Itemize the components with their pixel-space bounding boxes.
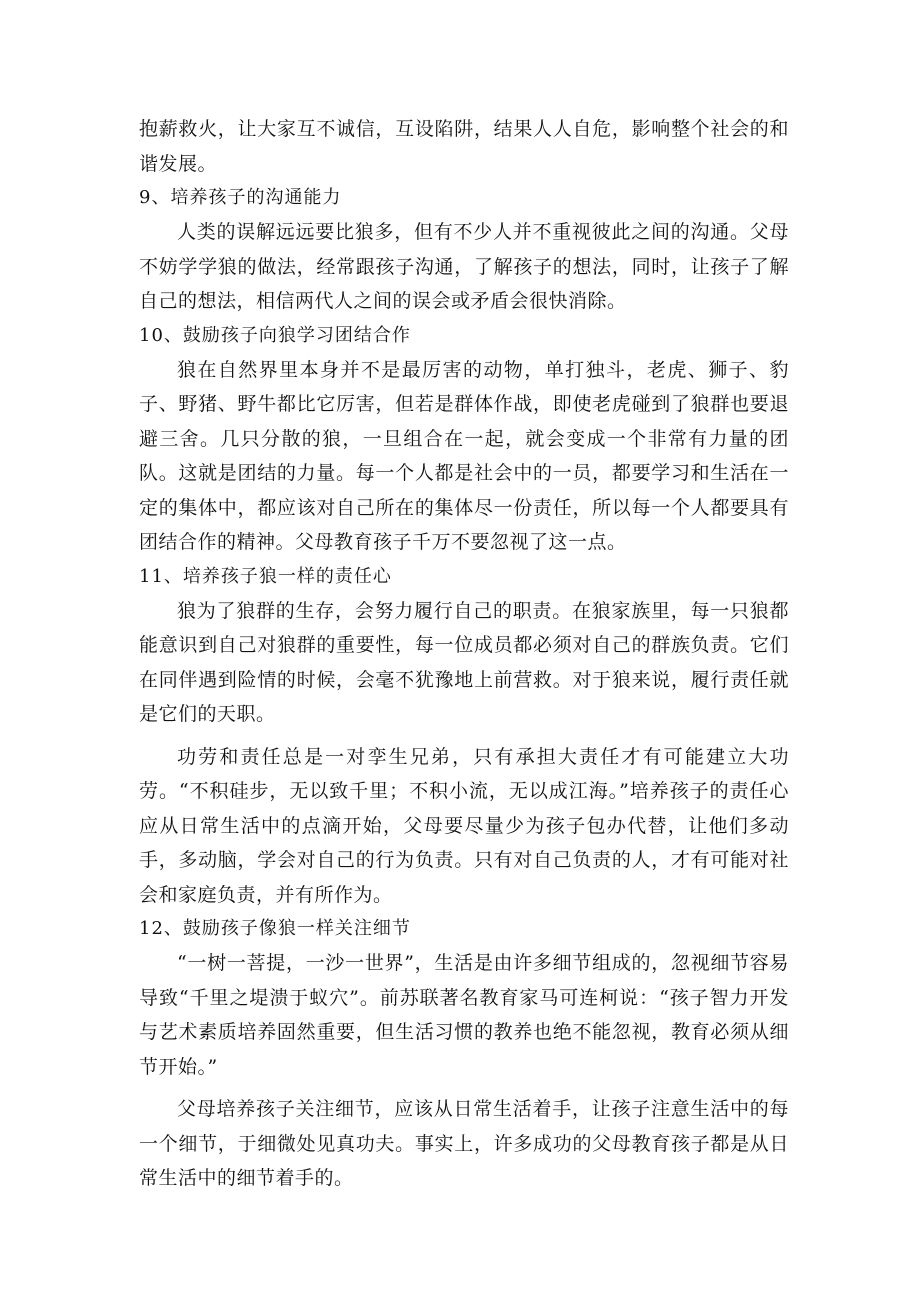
paragraph-responsibility-2: 功劳和责任总是一对孪生兄弟，只有承担大责任才有可能建立大功劳。“不积硅步，无以致千里；不积小流，无以成江海。”培养孩子的责任心应从日常生活中的点滴开始，父母要尽量少为孩子包办代替，让他们多动手，多动脑，学会对自己的行为负责。只有对自己负责的人，才有可能对社会和家庭负责，并有所作为。 bbox=[139, 745, 789, 906]
paragraph-details-2: 父母培养孩子关注细节，应该从日常生活着手，让孩子注意生活中的每一个细节，于细微处见真功夫。事实上，许多成功的父母教育孩子都是从日常生活中的细节着手的。 bbox=[139, 1098, 789, 1189]
paragraph-communication: 人类的误解远远要比狼多，但有不少人并不重视彼此之间的沟通。父母不妨学学狼的做法，经常跟孩子沟通，了解孩子的想法，同时，让孩子了解自己的想法，相信两代人之间的误会或矛盾会很快消除。 bbox=[139, 221, 789, 312]
paragraph-gap bbox=[139, 732, 789, 740]
section-heading-10: 10、鼓励孩子向狼学习团结合作 bbox=[139, 324, 411, 346]
section-heading-11: 11、培养孩子狼一样的责任心 bbox=[139, 565, 392, 587]
paragraph-continuation: 抱薪救火，让大家互不诚信，互设陷阱，结果人人自危，影响整个社会的和谐发展。 bbox=[139, 118, 789, 175]
section-heading-9: 9、培养孩子的沟通能力 bbox=[139, 187, 342, 208]
paragraph-gap bbox=[139, 1084, 789, 1092]
paragraph-details-1: “一树一菩提，一沙一世界”，生活是由许多细节组成的，忽视细节容易导致“千里之堤溃于蚁穴”。前苏联著名教育家马可连柯说：“孩子智力开发与艺术素质培养固然重要，但生活习惯的教养也绝不能忽视，教育必须从细节开始。” bbox=[139, 952, 789, 1078]
paragraph-responsibility-1: 狼为了狼群的生存，会努力履行自己的职责。在狼家族里，每一只狼都能意识到自己对狼群的重要性，每一位成员都必须对自己的群族负责。它们在同伴遇到险情的时候，会毫不犹豫地上前营救。对于狼来说，履行责任就是它们的天职。 bbox=[139, 599, 789, 725]
paragraph-teamwork: 狼在自然界里本身并不是最厉害的动物，单打独斗，老虎、狮子、豹子、野猪、野牛都比它厉害，但若是群体作战，即使老虎碰到了狼群也要退避三舍。几只分散的狼，一旦组合在一起，就会变成一个非常有力量的团队。这就是团结的力量。每一个人都是社会中的一员，都要学习和生活在一定的集体中，都应该对自己所在的集体尽一份责任，所以每一个人都要具有团结合作的精神。父母教育孩子千万不要忽视了这一点。 bbox=[139, 358, 789, 553]
section-heading-12: 12、鼓励孩子像狼一样关注细节 bbox=[139, 918, 411, 939]
document-body bbox=[139, 112, 789, 1196]
